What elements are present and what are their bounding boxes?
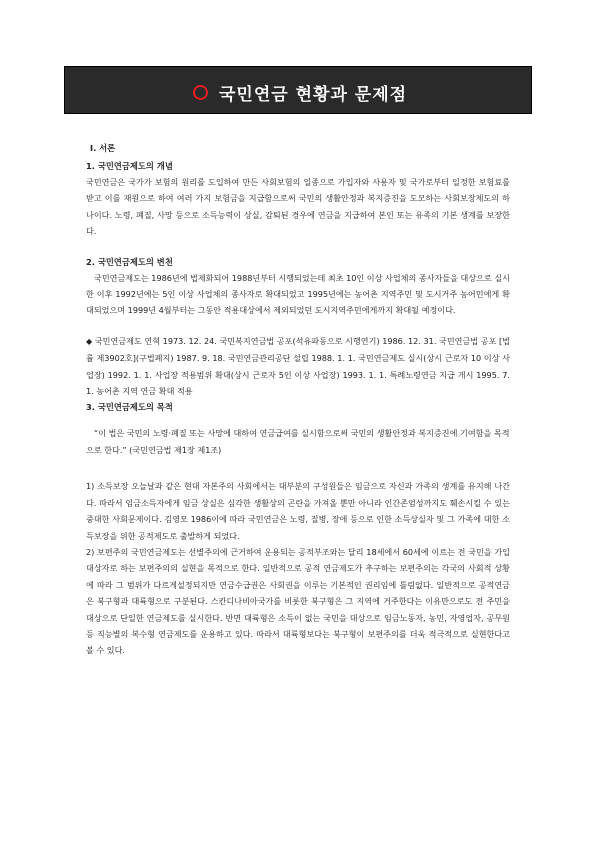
circle-icon	[193, 85, 208, 100]
history-text: 국민연금제도 연혁 1973. 12. 24. 국민복지연금법 공포(석유파동으로 시행연기) 1986. 12. 31. 국민연금법 공포 [법률 제3902호](구법폐지) 1987. 9. 18. 국민연금관리공단 설립 1988. 1. 1. 국민연금제도 실시(상시 근로자 10 이상 사업장) 1992. 1. 1. 사업장 적용범위 확대(상시 근로자 5인 이상 사업장) 1993. 1. 1. 특례노령연금 지급 개시 1995. 7. 1. 농어촌 지역 연금 확대 적용	[86, 335, 511, 397]
purpose-universalism: 2) 보편주의 국민연금제도는 선별주의에 근거하여 운용되는 공적부조와는 달리 18세에서 60세에 이르는 전 국민을 가입대상자로 하는 보편주의의 실현을 목적으로 한다. 일반적으로 공적 연금제도가 추구하는 보편주의는 각국의 사회적 상황에 따라 그 범위가 다르게설정되지만 연금수급권은 사회권을 이루는 기본적인 권리임에 틀림없다. 일반적으로 공적연금은 북구형과 대륙형으로 구분된다. 스칸디나비아국가를 비롯한 북구형은 그 지역에 거주한다는 이유만으로도 전 주민을 대상으로 단일한 연금제도를 실시한다. 반면 대륙형은 소득이 없는 국민을 대상으로 임금노동자, 농민, 자영업자, 공무원 등 직능별의 복수형 연금제도를 운용하고 있다. 따라서 대륙형보다는 북구형이 보편주의를 더욱 적극적으로 실현한다고 볼 수 있다.	[86, 546, 510, 656]
document-body	[86, 140, 510, 659]
title-group	[193, 80, 407, 105]
section-2-body: 국민연금제도는 1986년에 법제화되어 1988년부터 시행되었는데 최초 10인 이상 사업체의 종사자들을 대상으로 실시한 이후 1992년에는 5인 이상 사업체의 종사자로 확대되었고 1995년에는 농어촌 지역주민 및 도시거주 농어민에게 확대되었으며 1999년 4월부터는 그동안 적용대상에서 제외되었던 도시지역주민에게까지 확대될 예정이다.	[86, 272, 510, 316]
purpose-income-security: 1) 소득보장 오늘날과 같은 현대 자본주의 사회에서는 대부분의 구성원들은 임금으로 자신과 가족의 생계를 유지해 나간다. 따라서 임금소득자에게 임금 상실은 심각한 생활상의 곤란을 가져올 뿐만 아니라 인간존엄성까지도 훼손시킬 수 있는 중대한 사회문제이다. 김영모 1986이에 따라 국민연금은 노령, 질병, 장애 등으로 인한 소득상실자 및 그 가족에 대한 소득보장을 위한 공적제도로 출발하게 되었다.	[86, 481, 510, 541]
law-quote: “이 법은 국민의 노령·폐질 또는 사망에 대하여 연금급여를 실시함으로써 국민의 생활안정과 복지증진에 기여함을 목적으로 한다.” (국민연금법 제1장 제1조)	[86, 428, 510, 455]
page-title: 국민연금 현황과 문제점	[219, 85, 408, 105]
section-1-body: 국민연금은 국가가 보험의 원리를 도입하여 만든 사회보험의 일종으로 가입자와 사용자 및 국가로부터 일정한 보험료를 받고 이를 재원으로 하여 여러 가지 보험금을 지급함으로써 국민의 생활안정과 복지증진을 도모하는 사회보장제도의 하나이다. 노령, 폐질, 사망 등으로 소득능력이 상실, 감퇴된 경우에 연금을 지급하여 본인 또는 유족의 기본 생계를 보장한다.	[86, 177, 510, 237]
section-3-heading: 3. 국민연금제도의 목적	[86, 402, 173, 413]
title-banner	[64, 66, 532, 114]
diamond-bullet-icon: ◆	[86, 336, 93, 346]
section-2-heading: 2. 국민연금제도의 변천	[86, 256, 173, 267]
history-paragraph	[86, 333, 510, 400]
section-roman-heading: Ⅰ. 서론	[90, 143, 116, 153]
section-1-heading: 1. 국민연금제도의 개념	[86, 161, 173, 171]
